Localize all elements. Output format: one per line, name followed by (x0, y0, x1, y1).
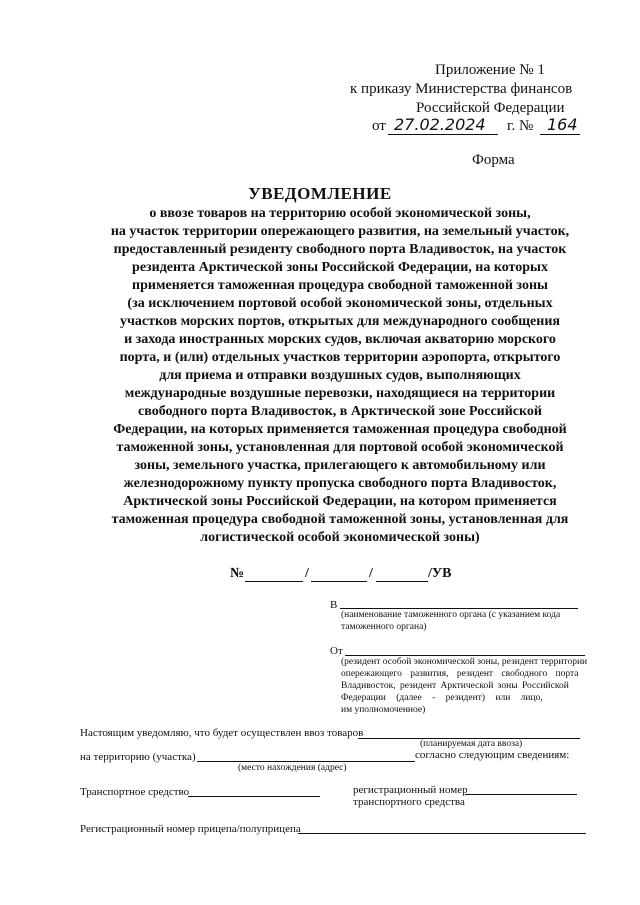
form-label: Форма (472, 152, 515, 168)
document-subject (90, 205, 590, 547)
number-separator-1: / (305, 566, 309, 581)
vehicle-label: Транспортное средство (80, 786, 190, 798)
body-line: таможенной зоны, установленная для портовой особой экономической (116, 440, 564, 455)
location-hint: (место нахождения (адрес) (238, 763, 347, 773)
number-prefix: г. № (507, 118, 534, 134)
trailer-field[interactable] (298, 833, 586, 834)
resident-hint-1: (резидент особой экономической зоны, резидент территории (341, 657, 588, 667)
resident-hint-2: опережающего развития, резидент свободного порта (341, 669, 579, 679)
body-line: предоставленный резиденту свободного порта Владивосток, на участок (113, 242, 567, 257)
reg-number-label-2: транспортного средства (353, 796, 465, 808)
reg-number-field[interactable] (465, 794, 577, 795)
body-line: логистической особой экономической зоны) (200, 530, 480, 545)
customs-hint-1: (наименование таможенного органа (с указанием кода (341, 610, 561, 620)
customs-hint-2: таможенного органа) (341, 622, 427, 632)
body-line: Арктической зоны Российской Федерации, на котором применяется (123, 494, 557, 509)
body-line: (за исключением портовой особой экономической зоны, отдельных (127, 296, 553, 311)
body-line: о ввозе товаров на территорию особой экономической зоны, (149, 206, 531, 221)
body-line: и захода иностранных морских судов, включая акваторию морского (124, 332, 556, 347)
date-value: 27.02.2024 (394, 115, 486, 134)
number-suffix: /УВ (428, 566, 452, 581)
body-line: международные воздушные перевозки, находящиеся на территории (124, 386, 556, 401)
resident-hint-5: им уполномоченное) (341, 705, 426, 715)
document-title: УВЕДОМЛЕНИЕ (248, 184, 392, 203)
body-line: таможенная процедура свободной таможенной зоны, установленная для (111, 512, 569, 527)
body-line: железнодорожному пункту пропуска свободного порта Владивосток, (123, 476, 557, 491)
from-label: От (330, 645, 343, 657)
vehicle-field[interactable] (188, 796, 320, 797)
resident-hint-4: Федерации (далее - резидент) или лицо, (341, 693, 543, 703)
territory-label: на территорию (участка) (80, 751, 196, 763)
body-line: резидента Арктической зоны Российской Федерации, на которых (132, 260, 548, 275)
body-line: порта, и (или) отдельных участков территории аэропорта, открытого (119, 350, 561, 365)
resident-hint-3: Владивосток, резидент Арктической зоны Российской (341, 681, 569, 691)
resident-field[interactable] (345, 655, 585, 656)
federation-label: Российской Федерации (416, 100, 565, 116)
number-field-2[interactable] (311, 581, 367, 582)
body-line: Федерации, на которых применяется таможенная процедура свободной (113, 422, 567, 437)
body-line: свободного порта Владивосток, в Арктической зоне Российской (138, 404, 542, 419)
appendix-label: Приложение № 1 (435, 62, 545, 78)
planned-date-hint: (планируемая дата ввоза) (420, 739, 523, 749)
agree-text: согласно следующим сведениям: (415, 749, 570, 761)
body-line: для приема и отправки воздушных судов, выполняющих (159, 368, 521, 383)
date-prefix: от (372, 118, 386, 134)
body-line: применяется таможенная процедура свободной таможенной зоны (132, 278, 548, 293)
number-sign: № (230, 566, 245, 581)
number-separator-2: / (369, 566, 373, 581)
body-line: зоны, земельного участка, прилегающего к автомобильному или (134, 458, 546, 473)
number-field-1[interactable] (245, 581, 303, 582)
body-line: участков морских портов, открытых для международного сообщения (120, 314, 560, 329)
order-ref: к приказу Министерства финансов (350, 81, 573, 97)
trailer-label: Регистрационный номер прицепа/полуприцепа (80, 823, 301, 835)
notify-text: Настоящим уведомляю, что будет осуществлен ввоз товаров (80, 727, 364, 739)
number-underline (540, 134, 580, 135)
customs-authority-field[interactable] (340, 608, 578, 609)
order-number-value: 164 (547, 115, 578, 134)
date-underline (388, 134, 498, 135)
body-line: на участок территории опережающего развития, на земельный участок, (110, 224, 570, 239)
to-label: В (330, 599, 338, 611)
reg-number-label-1: регистрационный номер (353, 784, 468, 796)
territory-field[interactable] (197, 761, 415, 762)
number-field-3[interactable] (376, 581, 428, 582)
